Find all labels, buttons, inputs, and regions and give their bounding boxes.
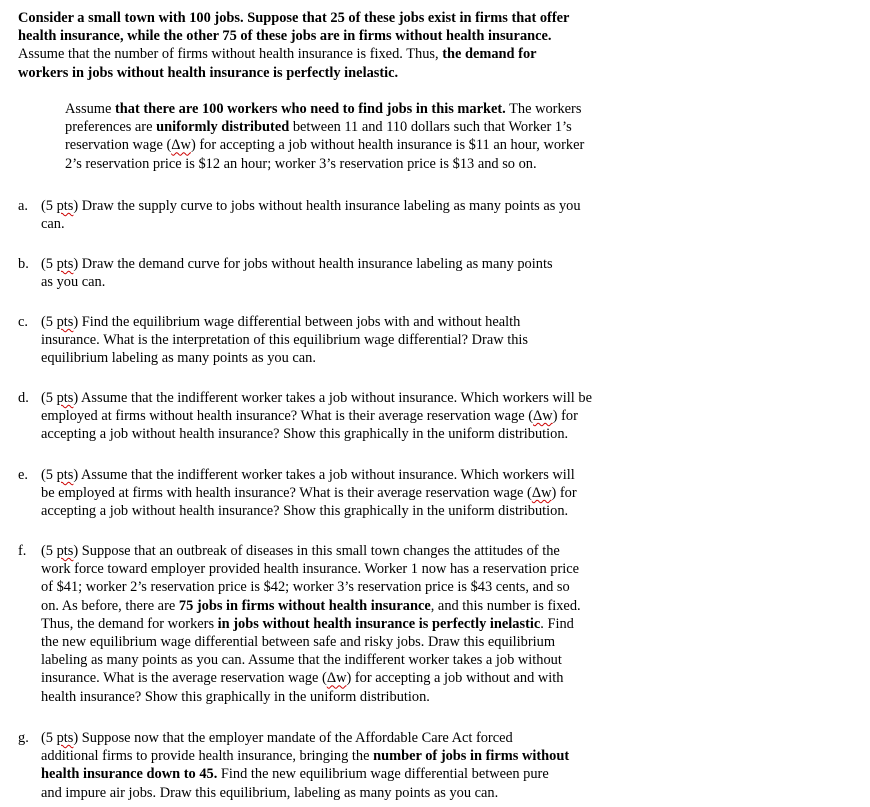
intro-line-2: health insurance, while the other 75 of these jobs are in firms without health insurance. bbox=[18, 28, 552, 45]
item-marker: g. bbox=[18, 730, 29, 746]
points-prefix: (5 bbox=[41, 198, 57, 214]
question-text: ) Draw the demand curve for jobs without health insurance labeling as many points bbox=[73, 256, 553, 272]
item-marker: b. bbox=[18, 256, 29, 272]
delta-w: Δw bbox=[326, 670, 347, 687]
intro-line-1: Consider a small town with 100 jobs. Suppose that 25 of these jobs exist in firms that offer bbox=[18, 10, 570, 26]
points-prefix: (5 bbox=[41, 730, 57, 746]
question-text: ) Draw the supply curve to jobs without health insurance labeling as many points as you bbox=[73, 198, 581, 214]
question-bold: number of jobs in firms without bbox=[373, 748, 570, 765]
points-label: pts bbox=[56, 543, 74, 559]
question-text: additional firms to provide health insurance, bringing the bbox=[41, 748, 370, 765]
assume-text: Assume bbox=[65, 101, 112, 117]
assume-text: preferences are bbox=[65, 119, 153, 136]
question-text: ) Suppose now that the employer mandate of the Affordable Care Act forced bbox=[73, 730, 513, 746]
item-marker: a. bbox=[18, 198, 28, 214]
points-prefix: (5 bbox=[41, 256, 57, 272]
question-text: ) for bbox=[551, 485, 577, 502]
question-text: insurance. What is the interpretation of this equilibrium wage differential? Draw this bbox=[41, 332, 529, 349]
points-label: pts bbox=[56, 198, 74, 214]
delta-w: Δw bbox=[171, 137, 191, 154]
question-bold: health insurance down to 45. bbox=[41, 766, 218, 783]
item-marker: f. bbox=[18, 543, 27, 559]
question-text: Find the new equilibrium wage differential between pure bbox=[220, 766, 549, 783]
question-text: ) Find the equilibrium wage differential between jobs with and without health bbox=[73, 314, 521, 330]
points-label: pts bbox=[56, 730, 74, 746]
question-text: ) Suppose that an outbreak of diseases in this small town changes the attitudes of the bbox=[73, 543, 560, 559]
points-prefix: (5 bbox=[41, 543, 57, 559]
delta-w: Δw bbox=[533, 408, 553, 425]
question-text: on. As before, there are bbox=[41, 597, 176, 614]
intro-line-3-bold: the demand for bbox=[442, 46, 537, 63]
points-prefix: (5 bbox=[41, 314, 57, 330]
question-text: labeling as many points as you can. Assume that the indifferent worker takes a job without bbox=[41, 652, 562, 669]
question-text: can. bbox=[41, 216, 65, 233]
question-text: of $41; worker 2’s reservation price is $42; worker 3’s reservation price is $43 cents, and so bbox=[41, 579, 570, 596]
delta-w: Δw bbox=[531, 485, 552, 502]
question-text: and impure air jobs. Draw this equilibrium, labeling as many points as you can. bbox=[41, 784, 499, 801]
assume-text: reservation wage ( bbox=[65, 137, 172, 154]
question-text: ) Assume that the indifferent worker takes a job without insurance. Which workers will bbox=[73, 467, 575, 483]
question-text: accepting a job without health insurance? Show this graphically in the uniform distribution. bbox=[41, 503, 569, 520]
question-text: work force toward employer provided health insurance. Worker 1 now has a reservation price bbox=[41, 561, 580, 578]
item-marker: c. bbox=[18, 314, 28, 330]
question-bold: in jobs without health insurance is perfectly inelastic bbox=[217, 615, 541, 632]
question-text: employed at firms without health insurance? What is their average reservation wage ( bbox=[41, 408, 534, 425]
intro-line-3: Assume that the number of firms without health insurance is fixed. Thus, bbox=[18, 46, 439, 63]
points-prefix: (5 bbox=[41, 390, 57, 406]
intro-paragraph bbox=[18, 9, 569, 82]
question-text: , and this number is fixed. bbox=[430, 597, 581, 614]
assume-text: between 11 and 110 dollars such that Worker 1’s bbox=[292, 119, 572, 136]
points-prefix: (5 bbox=[41, 467, 57, 483]
question-text: ) Assume that the indifferent worker takes a job without insurance. Which workers will be bbox=[73, 390, 592, 406]
points-label: pts bbox=[56, 390, 74, 406]
assume-text: ) for accepting a job without health insurance is $11 an hour, worker bbox=[190, 137, 585, 154]
item-marker: e. bbox=[18, 467, 28, 483]
assume-bold: that there are 100 workers who need to find jobs in this market. bbox=[114, 101, 506, 117]
question-text: equilibrium labeling as many points as you can. bbox=[41, 350, 316, 367]
assume-text: 2’s reservation price is $12 an hour; worker 3’s reservation price is $13 and so on. bbox=[65, 155, 537, 172]
points-label: pts bbox=[56, 314, 74, 330]
question-text: ) for bbox=[552, 408, 578, 425]
question-text: Thus, the demand for workers bbox=[41, 615, 215, 632]
intro-line-4: workers in jobs without health insurance is perfectly inelastic. bbox=[18, 64, 399, 81]
question-text: as you can. bbox=[41, 274, 106, 291]
item-marker: d. bbox=[18, 390, 29, 406]
assume-text: The workers bbox=[509, 101, 582, 117]
question-text: accepting a job without health insurance? Show this graphically in the uniform distribution. bbox=[41, 426, 569, 443]
question-text: health insurance? Show this graphically in the uniform distribution. bbox=[41, 688, 430, 705]
question-bold: 75 jobs in firms without health insurance bbox=[178, 597, 431, 614]
question-text: ) for accepting a job without and with bbox=[346, 670, 564, 687]
question-text: insurance. What is the average reservation wage ( bbox=[41, 670, 327, 687]
question-text: be employed at firms with health insurance? What is their average reservation wage ( bbox=[41, 485, 532, 502]
assume-bold: uniformly distributed bbox=[156, 119, 290, 136]
question-text: the new equilibrium wage differential between safe and risky jobs. Draw this equilibrium bbox=[41, 633, 556, 650]
points-label: pts bbox=[56, 256, 74, 272]
points-label: pts bbox=[56, 467, 74, 483]
assumption-paragraph bbox=[65, 100, 584, 173]
question-text: . Find bbox=[540, 615, 574, 632]
